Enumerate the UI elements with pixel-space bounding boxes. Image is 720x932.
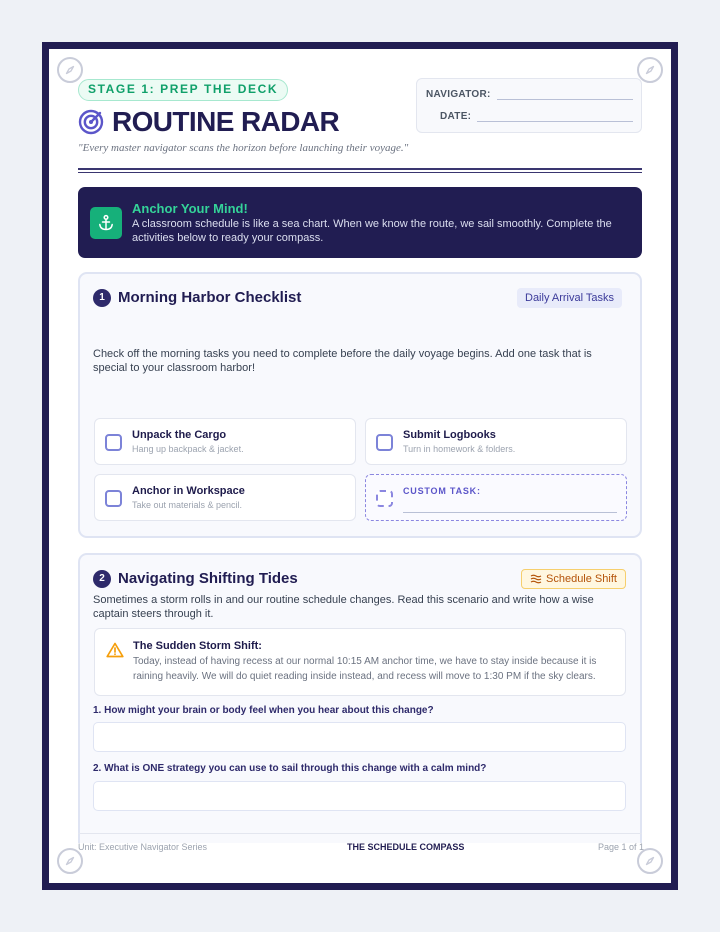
- custom-task-checkbox[interactable]: [376, 490, 393, 507]
- date-line: [477, 121, 633, 122]
- section-tag-label: Schedule Shift: [546, 573, 617, 585]
- navigator-label: NAVIGATOR:: [426, 89, 491, 100]
- task-title: Submit Logbooks: [403, 429, 496, 441]
- banner-text: A classroom schedule is like a sea chart. When we know the route, we sail smoothly. Complete the activities below to ready your compass.: [132, 218, 612, 244]
- section-intro: Sometimes a storm rolls in and our routine schedule changes. Read this scenario and write how a wise captain steers through it.: [93, 594, 594, 620]
- title-row: [78, 106, 339, 138]
- scenario-title: The Sudden Storm Shift:: [133, 640, 262, 652]
- custom-task-input[interactable]: [403, 512, 617, 513]
- navigator-line: [497, 99, 633, 100]
- footer-title: THE SCHEDULE COMPASS: [347, 842, 465, 852]
- custom-task-card: [365, 474, 627, 521]
- scenario-text: Today, instead of having recess at our normal 10:15 AM anchor time, we have to stay inside because it is raining heavily. We will do quiet reading inside instead, and recess will move to 1:30 PM if the sky clears.: [133, 656, 597, 682]
- question-label: 1. How might your brain or body feel when you hear about this change?: [93, 705, 434, 716]
- task-title: Unpack the Cargo: [132, 429, 227, 441]
- section-title: Morning Harbor Checklist: [118, 289, 302, 306]
- section-tag: Daily Arrival Tasks: [517, 288, 622, 308]
- section-title: Navigating Shifting Tides: [118, 570, 298, 587]
- navigator-box: [416, 78, 642, 133]
- task-card: [94, 418, 356, 465]
- task-title: Anchor in Workspace: [132, 485, 245, 497]
- banner-title: Anchor Your Mind!: [132, 201, 248, 216]
- compass-icon: [637, 57, 663, 83]
- section-tag: [521, 569, 626, 589]
- task-card: [94, 474, 356, 521]
- answer-field[interactable]: [93, 722, 626, 752]
- scenario-card: [94, 628, 626, 696]
- question-label: 2. What is ONE strategy you can use to sail through this change with a calm mind?: [93, 763, 487, 774]
- date-field[interactable]: [440, 111, 633, 122]
- task-description: Take out materials & pencil.: [132, 500, 243, 510]
- stage-badge: STAGE 1: PREP THE DECK: [78, 79, 288, 101]
- header-divider: [78, 168, 642, 173]
- anchor-icon: [90, 207, 122, 239]
- answer-field[interactable]: [93, 781, 626, 811]
- navigator-field[interactable]: [426, 89, 633, 100]
- date-label: DATE:: [440, 111, 472, 122]
- task-description: Hang up backpack & jacket.: [132, 444, 244, 454]
- task-checkbox[interactable]: [376, 434, 393, 451]
- custom-task-label: CUSTOM TASK:: [403, 486, 481, 496]
- task-checkbox[interactable]: [105, 490, 122, 507]
- page-title: ROUTINE RADAR: [112, 106, 340, 137]
- radar-icon: [78, 109, 104, 135]
- compass-icon: [57, 57, 83, 83]
- task-description: Turn in homework & folders.: [403, 444, 516, 454]
- section-number: 2: [93, 570, 111, 588]
- warning-icon: [106, 642, 124, 658]
- task-checkbox[interactable]: [105, 434, 122, 451]
- intro-banner: [78, 187, 642, 258]
- section-number: 1: [93, 289, 111, 307]
- footer-page: Page 1 of 1: [598, 842, 645, 852]
- footer-unit: Unit: Executive Navigator Series: [78, 842, 208, 852]
- footer-divider: [78, 833, 642, 834]
- task-card: [365, 418, 627, 465]
- header-quote: "Every master navigator scans the horizon before launching their voyage.": [78, 142, 409, 154]
- section-instructions: Check off the morning tasks you need to complete before the daily voyage begins. Add one task that is special to your classroom harbor!: [93, 348, 592, 374]
- waves-icon: [530, 574, 542, 584]
